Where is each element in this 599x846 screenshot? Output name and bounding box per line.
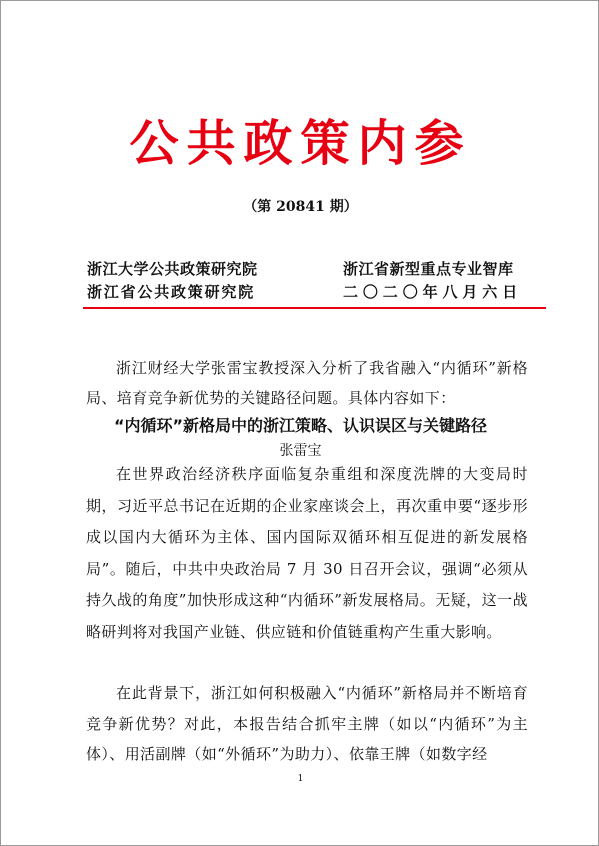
body-paragraph-2: 在此背景下，浙江如何积极融入“内循环”新格局并不断培育竞争新优势？对此，本报告结合抓牢主牌（如以“内循环”为主体）、用活副牌（如“外循环”为助力）、依靠王牌（如数字经 bbox=[86, 684, 528, 763]
article-author: 张雷宝 bbox=[279, 443, 322, 459]
body-paragraph-1: 在世界政治经济秩序面临复杂重组和深度洗牌的大变局时期，习近平总书记在近期的企业家座谈会上，再次重申要“逐步形成以国内大循环为主体、国内国际双循环相互促进的新发展格局”。随后，中共中央政治局 7 月 30 日召开会议，强调“必须从持久战的角度”加快形成这种“内循环”新发展格局。无疑，这一战略研判将对我国产业链、供应链和价值链重构产生重大影响。 bbox=[86, 465, 528, 641]
masthead-title: 公共政策内参 bbox=[129, 114, 472, 172]
publisher-name-1: 浙江大学公共政策研究院 bbox=[87, 260, 258, 278]
intro-paragraph: 浙江财经大学张雷宝教授深入分析了我省融入“内循环”新格局、培育竞争新优势的关键路径问题。具体内容如下： bbox=[86, 359, 528, 407]
issue-number: （第 20841 期） bbox=[243, 199, 358, 215]
publisher-name-2: 浙江省公共政策研究院 bbox=[87, 283, 256, 301]
article-title: “内循环”新格局中的浙江策略、认识误区与关键路径 bbox=[113, 416, 488, 435]
page-number: 1 bbox=[297, 774, 304, 784]
publication-date: 二〇二〇年八月六日 bbox=[343, 283, 523, 301]
think-tank-label: 浙江省新型重点专业智库 bbox=[343, 260, 514, 278]
header-divider bbox=[83, 307, 546, 309]
